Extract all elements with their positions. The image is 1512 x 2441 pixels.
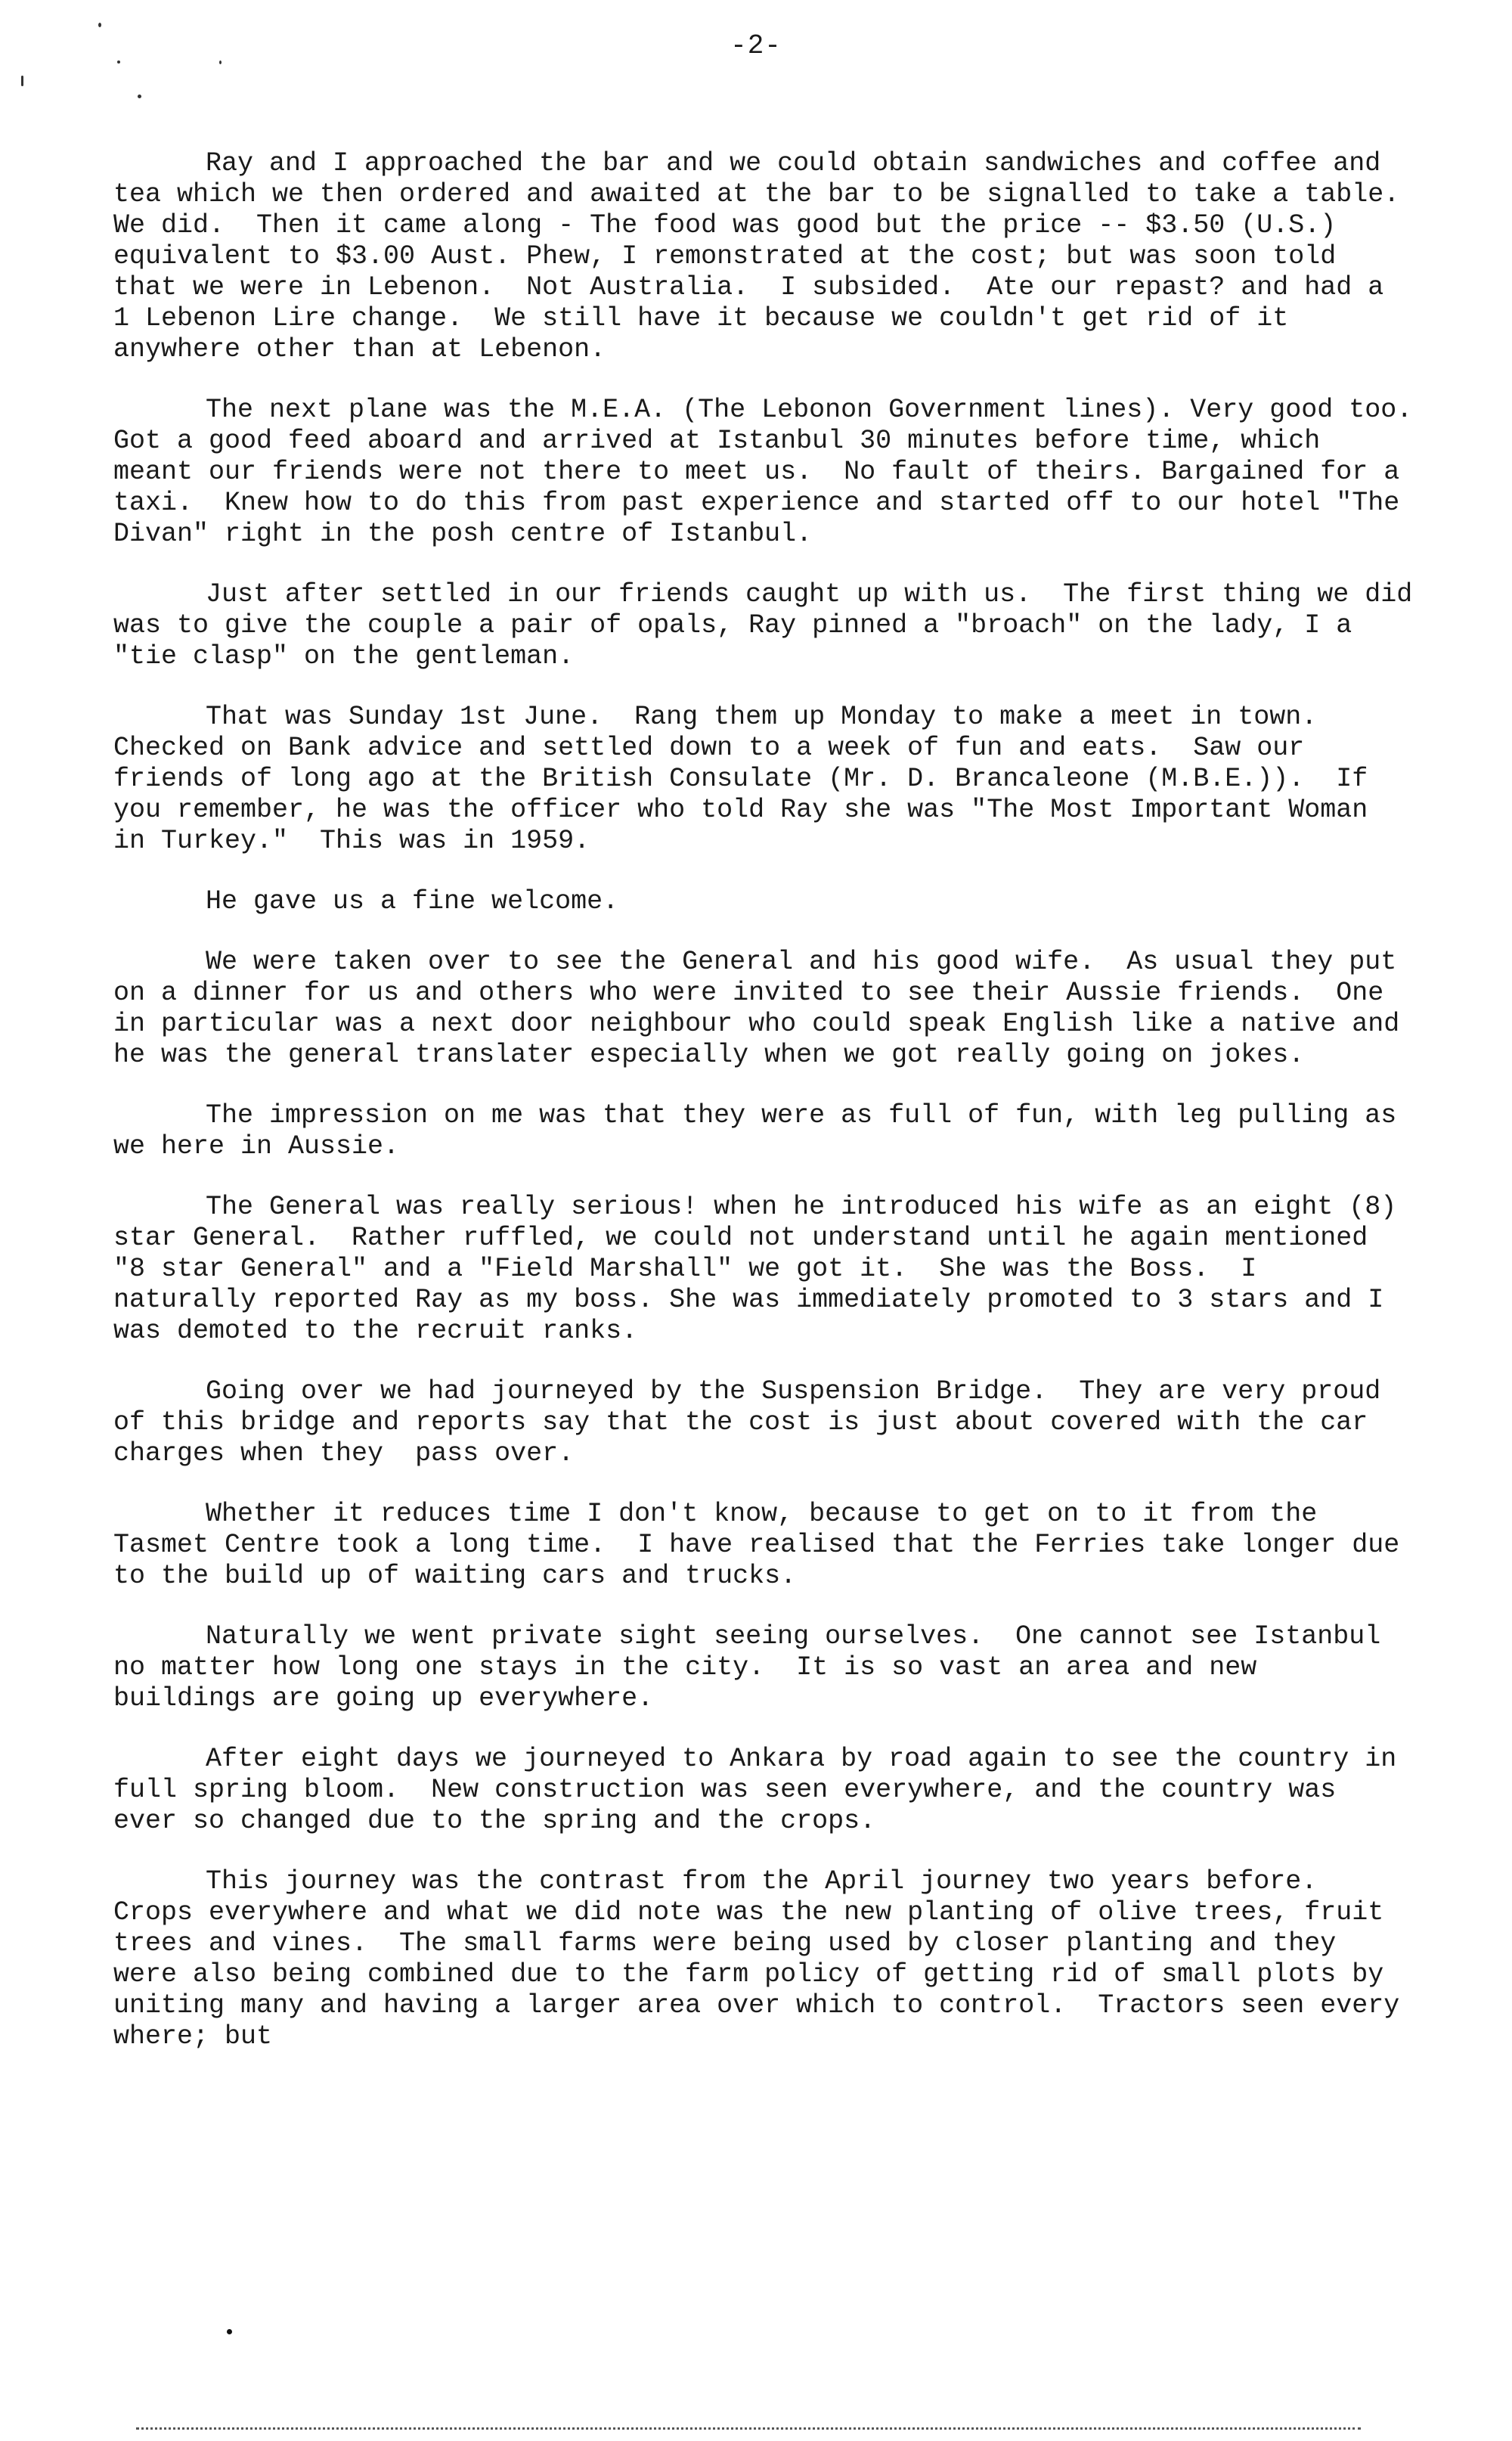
paragraph-friends-arrive: Just after settled in our friends caught up with us. The first thing we did was to give the couple a pair of opals, Ray pinned a "broach" on the lady, I a "tie clasp" on the gentleman. [113,579,1429,672]
paragraph-ferries: Whether it reduces time I don't know, because to get on to it from the Tasmet Centre took a long time. I have realised that the Ferries take longer due to the build up of waiting cars and trucks. [113,1499,1416,1591]
scan-speck [98,23,101,27]
paragraph-welcome: He gave us a fine welcome. [206,886,619,917]
scan-speck [117,60,120,64]
scan-speck [219,60,222,64]
paragraph-bar-lebenon: Ray and I approached the bar and we could obtain sandwiches and coffee and tea which we then ordered and awaited at the bar to be signalled to take a table. We did. Then it came along - The food was good but the price -- $3.50 (U.S.) equivalent to $3.00 Aust. Phew, I remonstrated at the cost; but was soon told that we were in Lebenon. Not Australia. I subsided. Ate our repast? and had a 1 Lebenon Lire change. We still have it because we couldn't get rid of it anywhere other than at Lebenon. [113,148,1432,364]
paragraph-impression: The impression on me was that they were as full of fun, with leg pulling as we here in Aussie. [113,1100,1413,1162]
scan-speck [21,76,23,86]
paragraph-eight-star: The General was really serious! when he introduced his wife as an eight (8) star General. Rather ruffled, we could not understand until he again mentioned "8 star General" and a "Field Marshall" we got it. She was the Boss. I naturally reported Ray as my boss. She was immediately promoted to 3 stars and I was demoted to the recruit ranks. [113,1192,1413,1346]
paragraph-contrast-journey: This journey was the contrast from the April journey two years before. Crops everywhere and what we did note was the new planting of olive trees, fruit trees and vines. The small farms were being used by closer planting and they were also being combined due to the farm policy of getting rid of small plots by uniting many and having a larger area over which to control. Tractors seen every where; but [113,1866,1416,2052]
scan-edge-line [136,2427,1361,2430]
page-number: -2- [730,30,782,61]
paragraph-mea-flight: The next plane was the M.E.A. (The Lebonon Government lines). Very good too. Got a good feed aboard and arrived at Istanbul 30 minutes before time, which meant our friends were not there to meet us. No fault of theirs. Bargained for a taxi. Knew how to do this from past experience and started off to our hotel "The Divan" right in the posh centre of Istanbul. [113,395,1445,549]
paragraph-general-dinner: We were taken over to see the General and his good wife. As usual they put on a dinner for us and others who were invited to see their Aussie friends. One in particular was a next door neighbour who could speak English like a native and he was the general translater especially when we got really going on jokes. [113,947,1416,1070]
paragraph-suspension-bridge: Going over we had journeyed by the Suspension Bridge. They are very proud of this bridge and reports say that the cost is just about covered with the car charges when they pass over. [113,1376,1397,1469]
document-body [113,148,1445,2082]
paragraph-sight-seeing: Naturally we went private sight seeing ourselves. One cannot see Istanbul no matter how long one stays in the city. It is so vast an area and new buildings are going up everywhere. [113,1621,1397,1714]
scan-speck [138,95,141,98]
paragraph-sunday-june: That was Sunday 1st June. Rang them up Monday to make a meet in town. Checked on Bank advice and settled down to a week of fun and eats. Saw our friends of long ago at the British Consulate (Mr. D. Brancaleone (M.B.E.)). If you remember, he was the officer who told Ray she was "The Most Important Woman in Turkey." This was in 1959. [113,702,1384,856]
scan-speck [227,2329,232,2334]
paragraph-ankara: After eight days we journeyed to Ankara by road again to see the country in full spring bloom. New construction was seen everywhere, and the country was ever so changed due to the spring and the crops. [113,1744,1413,1836]
